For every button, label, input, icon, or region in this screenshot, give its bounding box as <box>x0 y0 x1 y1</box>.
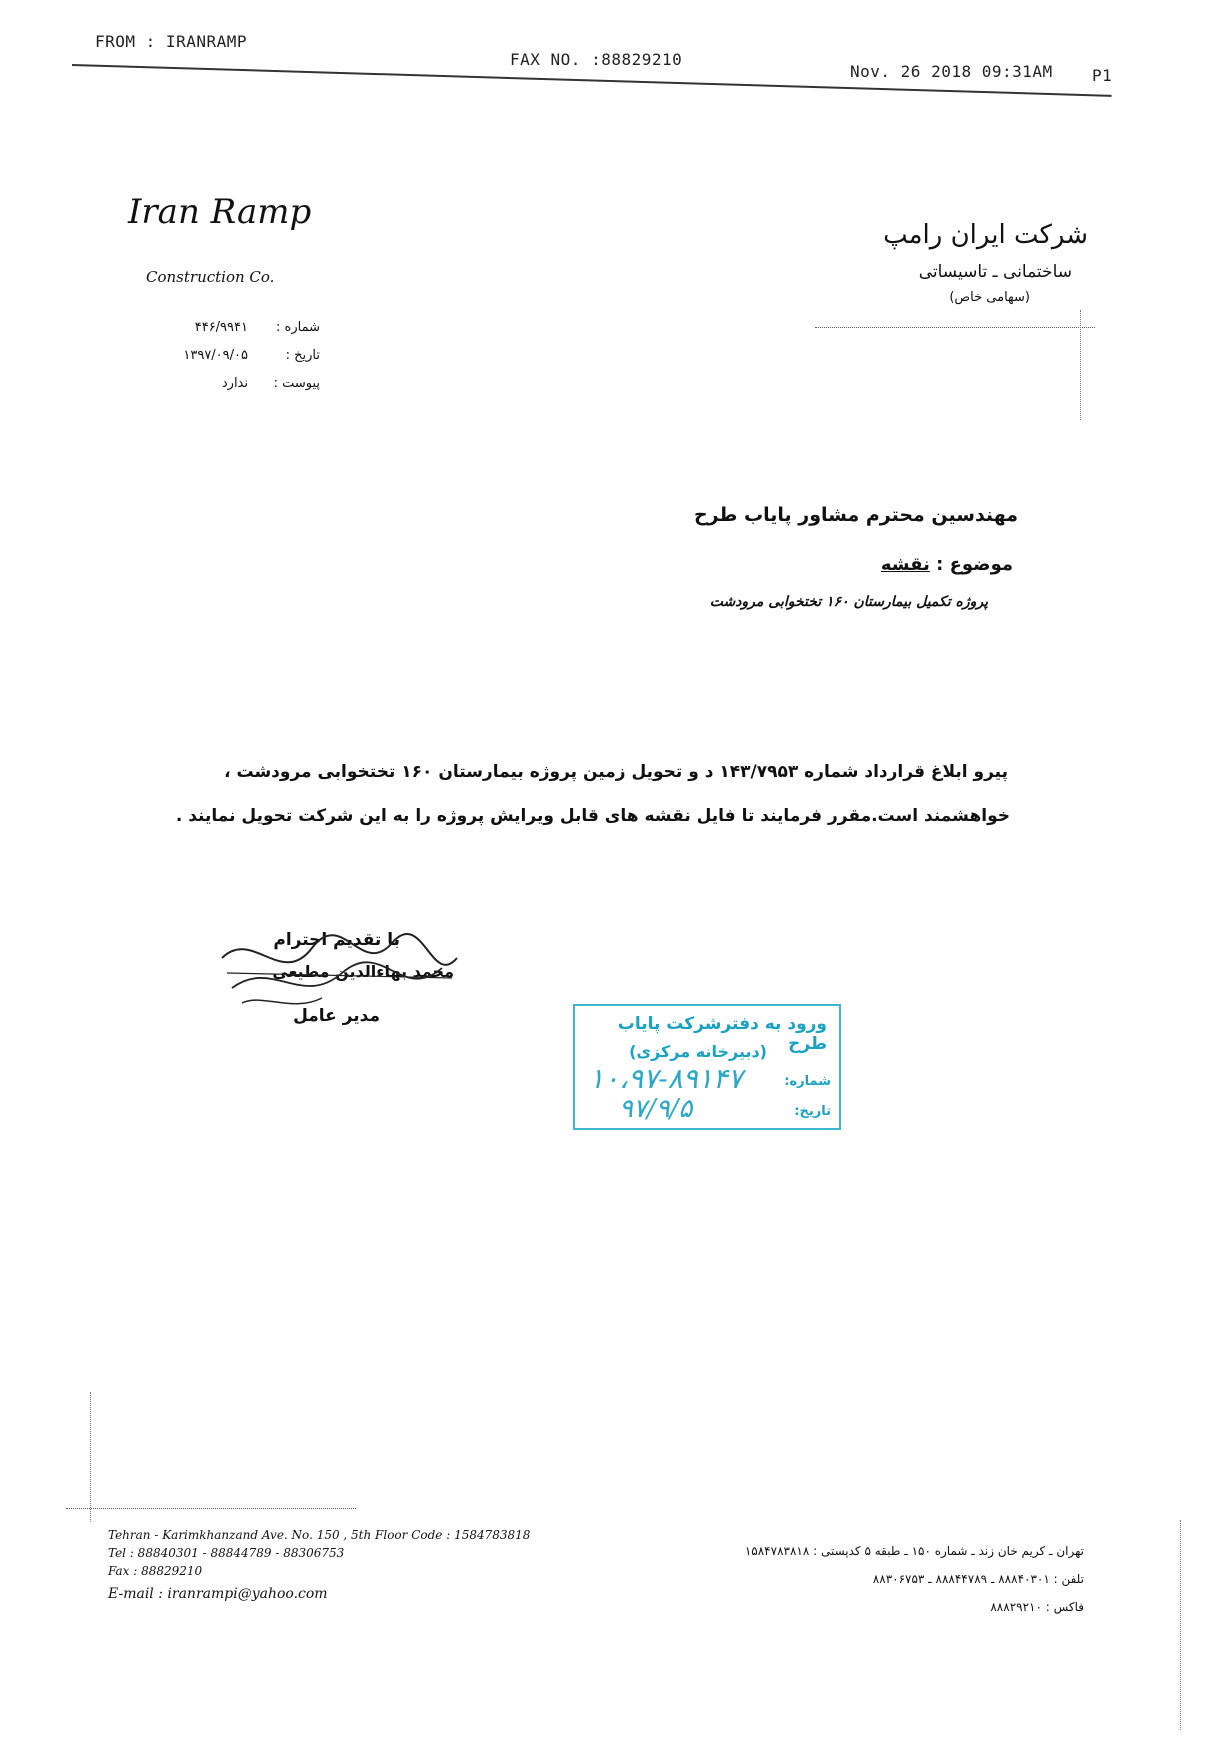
project-title: پروژه تکمیل بیمارستان ۱۶۰ تختخوابی مرودشت <box>709 594 988 610</box>
meta-attachment-label: پیوست : <box>273 376 320 391</box>
subject-value: نقشه <box>880 554 930 575</box>
meta-date-value: ۱۳۹۷/۰۹/۰۵ <box>183 348 248 363</box>
subject-label: موضوع : <box>936 554 1013 575</box>
footer-dotted-line <box>66 1508 356 1509</box>
meta-attachment-value: ندارد <box>221 376 248 391</box>
subject-line <box>713 554 1013 575</box>
stamp-date-label: تاریخ: <box>794 1104 831 1119</box>
footer-dotted-vline <box>90 1392 91 1522</box>
letterhead-dotted-vline <box>1080 310 1081 420</box>
signer-name: محمد بهاءالدین مطیعی <box>272 962 454 981</box>
footer-fax-en: Fax : 88829210 <box>108 1564 203 1578</box>
signer-title: مدیر عامل <box>293 1006 380 1026</box>
stamp-line-2: (دبیرخانه مرکزی) <box>629 1042 767 1061</box>
stamp-date-value: ۹۷/۹/۵ <box>619 1094 693 1124</box>
company-sub-en: Construction Co. <box>146 268 275 286</box>
footer-email-en: E-mail : iranrampi@yahoo.com <box>108 1586 328 1602</box>
stamp-number-value: ۱۰،۹۷-۸۹۱۴۷ <box>589 1062 743 1095</box>
fax-number: FAX NO. :88829210 <box>510 50 683 69</box>
footer-address-en: Tehran - Karimkhanzand Ave. No. 150 , 5th Floor Code : 1584783818 <box>108 1528 531 1542</box>
meta-date-label: تاریخ : <box>285 348 320 363</box>
footer-address-fa: تهران ـ کریم خان زند ـ شماره ۱۵۰ ـ طبقه ۵ کدپستی : ۱۵۸۴۷۸۳۸۱۸ <box>744 1544 1084 1558</box>
company-sub-fa: ساختمانی ـ تاسیساتی <box>918 262 1072 282</box>
signature-scribble <box>212 918 462 1018</box>
recipient: مهندسین محترم مشاور پایاب طرح <box>693 504 1018 526</box>
footer-tel-fa: تلفن : ۸۸۸۴۰۳۰۱ ـ ۸۸۸۴۴۷۸۹ ـ ۸۸۳۰۶۷۵۳ <box>872 1572 1084 1586</box>
meta-number-label: شماره : <box>276 320 320 335</box>
fax-page: P1 <box>1092 66 1113 85</box>
company-name-fa: شرکت ایران رامپ <box>883 220 1088 250</box>
stamp-line-1: ورود به دفترشرکت پایاب طرح <box>617 1014 827 1054</box>
footer-tel-en: Tel : 88840301 - 88844789 - 88306753 <box>108 1546 345 1560</box>
footer-fax-fa: فاکس : ۸۸۸۲۹۲۱۰ <box>990 1600 1084 1614</box>
stamp-number-label: شماره: <box>784 1074 831 1089</box>
footer-right-vline <box>1180 1520 1181 1730</box>
body-line-2: خواهشمند است.مقرر فرمایند تا فایل نقشه های قابل ویرایش پروژه را به این شرکت تحویل نمایند . <box>175 806 1010 826</box>
closing: با تقدیم احترام <box>273 930 400 950</box>
receipt-stamp <box>573 1004 841 1130</box>
company-type-fa: (سهامی خاص) <box>949 290 1030 305</box>
body-line-1: پیرو ابلاغ قرارداد شماره ۱۴۳/۷۹۵۳ د و تحویل زمین پروژه بیمارستان ۱۶۰ تختخوابی مرودشت ، <box>224 762 1008 782</box>
meta-number-value: ۴۴۶/۹۹۴۱ <box>194 320 248 335</box>
fax-from: FROM : IRANRAMP <box>95 32 247 51</box>
letterhead-dotted-line <box>815 327 1095 328</box>
fax-datetime: Nov. 26 2018 09:31AM <box>850 62 1053 81</box>
company-name-en: Iran Ramp <box>128 192 312 232</box>
